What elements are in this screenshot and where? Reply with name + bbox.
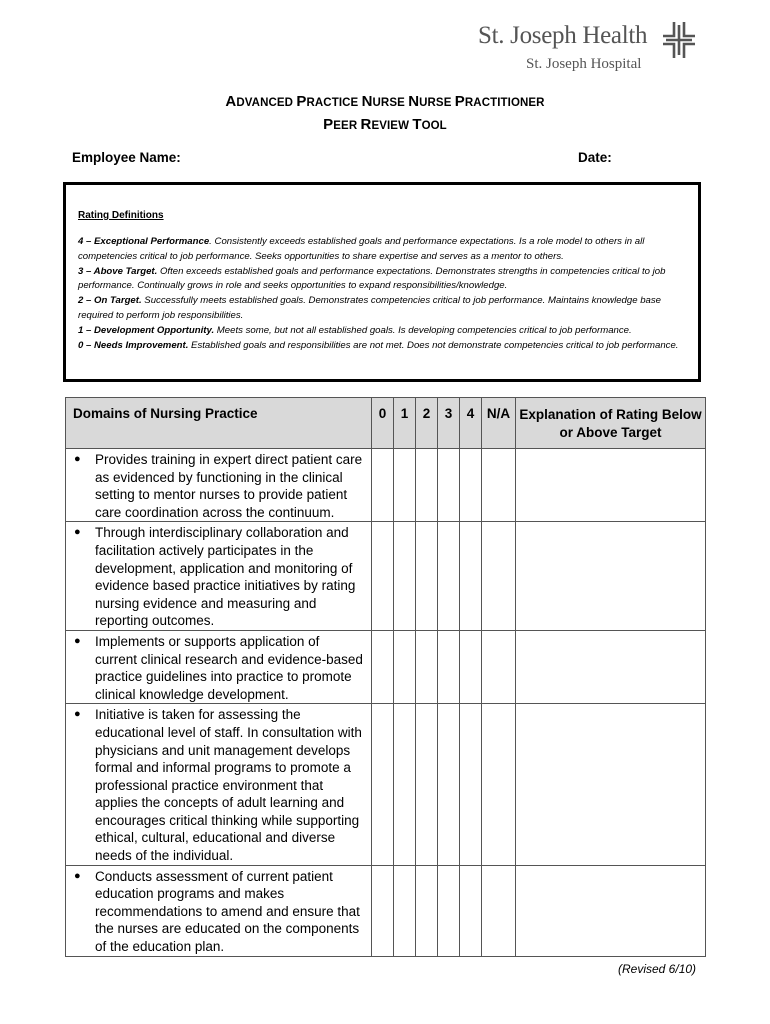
table-header-row bbox=[66, 398, 706, 449]
definition-item: 4 – Exceptional Performance. Consistently exceeds established goals and performance expectations. Is a role model to others in all competencies critical to job performance. Seeks opportunities to share expertise and serves as a mentor to others. bbox=[78, 236, 645, 262]
rating-cell-4[interactable] bbox=[460, 630, 482, 703]
rating-cell-0[interactable] bbox=[372, 704, 394, 865]
definition-item: 0 – Needs Improvement. Established goals and responsibilities are not met. Does not demonstrate competencies critical to job performance. bbox=[78, 339, 679, 351]
rating-0-header: 0 bbox=[372, 398, 394, 449]
rating-cell-3[interactable] bbox=[438, 449, 460, 522]
rating-cell-2[interactable] bbox=[416, 522, 438, 631]
explanation-cell[interactable] bbox=[516, 865, 706, 956]
rating-cell-0[interactable] bbox=[372, 449, 394, 522]
rating-cell-1[interactable] bbox=[394, 704, 416, 865]
employee-name-label: Employee Name: bbox=[72, 150, 181, 165]
rating-cell-na[interactable] bbox=[482, 865, 516, 956]
revision-note: (Revised 6/10) bbox=[618, 962, 697, 976]
explanation-cell[interactable] bbox=[516, 630, 706, 703]
peer-review-table bbox=[65, 397, 706, 957]
table-row bbox=[66, 865, 706, 956]
domain-column-header: Domains of Nursing Practice bbox=[66, 398, 372, 449]
bullet-icon: ● bbox=[74, 526, 81, 539]
rating-cell-4[interactable] bbox=[460, 522, 482, 631]
domain-text: Provides training in expert direct patient care as evidenced by functioning in the clinical setting to mentor nurses to provide patient care coordination across the continuum. bbox=[95, 452, 363, 520]
domain-text: Initiative is taken for assessing the educational level of staff. In consultation with physicians and unit management develops formal and informal programs to promote a professional practice environment that applies the concepts of adult learning and encourages critical thinking while supporting ethical, cultural, educational and diverse needs of the individual. bbox=[95, 707, 362, 864]
domain-text: Conducts assessment of current patient education programs and makes recommendations to amend and ensure that the nurses are educated on the components of the education plan. bbox=[95, 868, 360, 955]
rating-cell-0[interactable] bbox=[372, 630, 394, 703]
rating-3-header: 3 bbox=[438, 398, 460, 449]
domain-cell bbox=[66, 522, 372, 631]
table-row bbox=[66, 630, 706, 703]
domain-text: Through interdisciplinary collaboration and facilitation actively participates in the development, application and monitoring of evidence based practice initiatives by rating nursing evidence and measuring and reporting outcomes. bbox=[95, 525, 356, 629]
bullet-icon: ● bbox=[74, 708, 81, 721]
rating-1-header: 1 bbox=[394, 398, 416, 449]
rating-cell-na[interactable] bbox=[482, 449, 516, 522]
rating-cell-3[interactable] bbox=[438, 522, 460, 631]
domain-cell bbox=[66, 865, 372, 956]
rating-2-header: 2 bbox=[416, 398, 438, 449]
definition-item: 3 – Above Target. Often exceeds established goals and performance expectations. Demonstrates strengths in competencies critical to job performance. Continually grows in role and seeks opportunities to expand responsibilities/knowledge. bbox=[78, 265, 666, 292]
document-subtitle: PEER REVIEW TOOL bbox=[323, 116, 447, 133]
definition-item: 2 – On Target. Successfully meets established goals. Demonstrates competencies critical to job performance. Maintains knowledge base required to perform job responsibilities. bbox=[78, 295, 662, 321]
rating-cell-2[interactable] bbox=[416, 449, 438, 522]
bullet-icon: ● bbox=[74, 634, 81, 647]
logo-subtitle: St. Joseph Hospital bbox=[526, 56, 642, 72]
domain-cell bbox=[66, 630, 372, 703]
rating-cell-0[interactable] bbox=[372, 522, 394, 631]
explanation-cell[interactable] bbox=[516, 704, 706, 865]
bullet-icon: ● bbox=[74, 869, 81, 882]
domain-cell bbox=[66, 704, 372, 865]
rating-na-header: N/A bbox=[482, 398, 516, 449]
cross-logo-icon bbox=[661, 20, 697, 60]
rating-cell-3[interactable] bbox=[438, 865, 460, 956]
rating-cell-2[interactable] bbox=[416, 630, 438, 703]
rating-cell-0[interactable] bbox=[372, 865, 394, 956]
explanation-cell[interactable] bbox=[516, 522, 706, 631]
organization-logo bbox=[478, 18, 698, 78]
rating-cell-3[interactable] bbox=[438, 704, 460, 865]
explanation-column-header: Explanation of Rating Below or Above Target bbox=[516, 398, 706, 449]
rating-cell-na[interactable] bbox=[482, 704, 516, 865]
rating-cell-na[interactable] bbox=[482, 522, 516, 631]
table-row bbox=[66, 522, 706, 631]
logo-name: St. Joseph Health bbox=[478, 22, 648, 49]
domain-cell bbox=[66, 449, 372, 522]
document-title: ADVANCED PRACTICE NURSE NURSE PRACTITIONER bbox=[225, 93, 545, 110]
rating-cell-3[interactable] bbox=[438, 630, 460, 703]
rating-definitions-list bbox=[78, 235, 698, 353]
rating-cell-1[interactable] bbox=[394, 865, 416, 956]
bullet-icon: ● bbox=[74, 453, 81, 465]
table-row bbox=[66, 449, 706, 522]
rating-cell-na[interactable] bbox=[482, 630, 516, 703]
explanation-cell[interactable] bbox=[516, 449, 706, 522]
rating-cell-1[interactable] bbox=[394, 449, 416, 522]
date-label: Date: bbox=[578, 150, 612, 165]
rating-cell-4[interactable] bbox=[460, 865, 482, 956]
rating-cell-4[interactable] bbox=[460, 704, 482, 865]
rating-cell-4[interactable] bbox=[460, 449, 482, 522]
rating-cell-1[interactable] bbox=[394, 630, 416, 703]
rating-definitions-box bbox=[63, 182, 701, 382]
rating-4-header: 4 bbox=[460, 398, 482, 449]
table-row bbox=[66, 704, 706, 865]
definition-item: 1 – Development Opportunity. Meets some, but not all established goals. Is developing competencies critical to job performance. bbox=[78, 324, 632, 336]
rating-cell-2[interactable] bbox=[416, 704, 438, 865]
rating-cell-1[interactable] bbox=[394, 522, 416, 631]
rating-definitions-heading: Rating Definitions bbox=[78, 210, 164, 221]
rating-cell-2[interactable] bbox=[416, 865, 438, 956]
domain-text: Implements or supports application of current clinical research and evidence-based practice guidelines into practice to promote clinical knowledge development. bbox=[95, 633, 363, 702]
